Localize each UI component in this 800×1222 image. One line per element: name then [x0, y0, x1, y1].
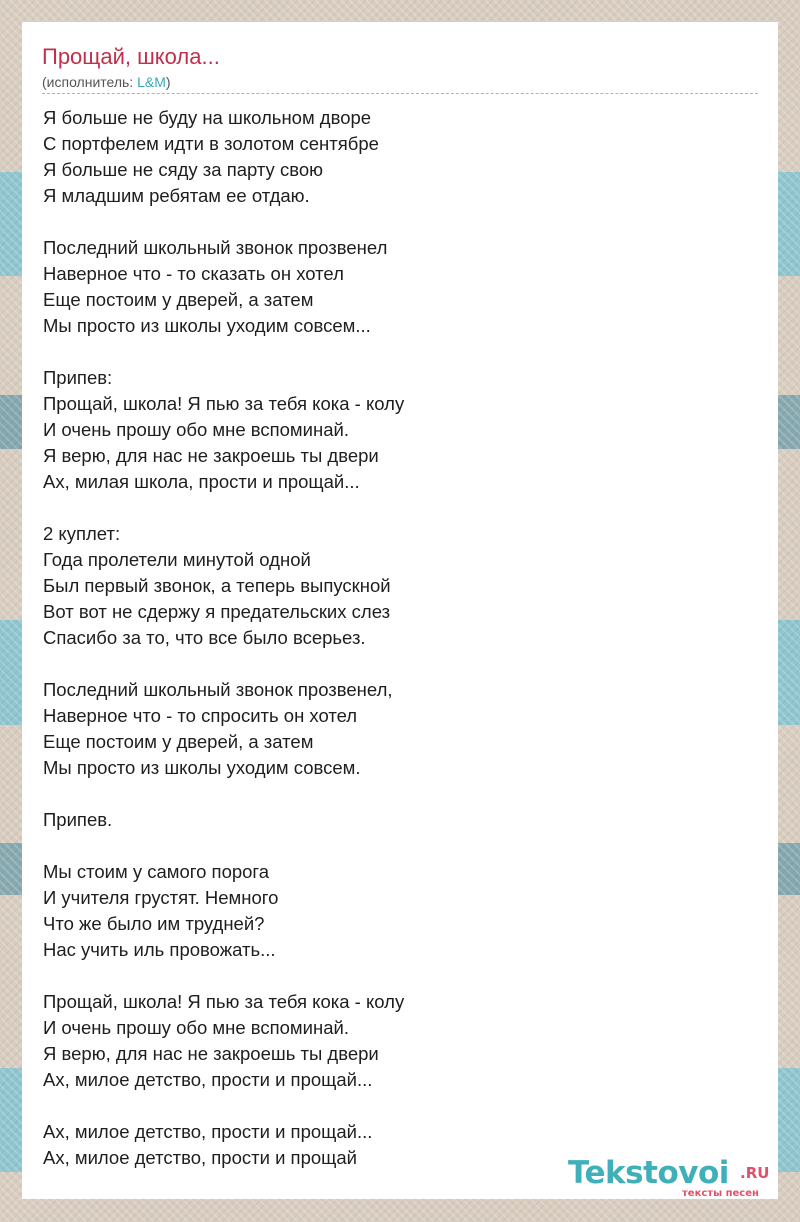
lyric-line: Наверное что - то спросить он хотел: [43, 705, 358, 726]
lyric-line: Ах, милая школа, прости и прощай...: [43, 471, 360, 492]
blank-line: [43, 833, 404, 859]
blank-line: [43, 1093, 404, 1119]
artist-prefix: (исполнитель:: [42, 74, 138, 90]
blank-line: [43, 963, 404, 989]
lyric-line: Ах, милое детство, прости и прощай...: [43, 1069, 373, 1090]
lyrics-card: [22, 22, 778, 1199]
lyric-line: Года пролетели минутой одной: [43, 549, 311, 570]
lyric-line: Был первый звонок, а теперь выпускной: [43, 575, 391, 596]
lyric-line: И очень прошу обо мне вспоминай.: [43, 419, 349, 440]
lyric-line: Спасибо за то, что все было всерьез.: [43, 627, 366, 648]
artist-line: [42, 74, 171, 90]
lyric-line: Прощай, школа! Я пью за тебя кока - колу: [43, 991, 405, 1012]
lyric-line: И учителя грустят. Немного: [43, 887, 279, 908]
lyric-line: Я больше не сяду за парту свою: [43, 159, 323, 180]
blank-line: [43, 781, 404, 807]
blank-line: [43, 339, 404, 365]
lyric-line: Припев.: [43, 809, 113, 830]
lyric-line: Я верю, для нас не закроешь ты двери: [43, 1043, 379, 1064]
lyric-line: Я верю, для нас не закроешь ты двери: [43, 445, 379, 466]
lyric-line: Мы просто из школы уходим совсем.: [43, 757, 361, 778]
lyric-line: С портфелем идти в золотом сентябре: [43, 133, 379, 154]
logo-wordmark: Tekstovoi: [568, 1155, 729, 1191]
lyric-line: Прощай, школа! Я пью за тебя кока - колу: [43, 393, 405, 414]
lyric-line: Еще постоим у дверей, а затем: [43, 731, 314, 752]
lyric-line: И очень прошу обо мне вспоминай.: [43, 1017, 349, 1038]
lyric-line: Последний школьный звонок прозвенел,: [43, 679, 393, 700]
lyrics-text: [43, 105, 404, 1171]
song-title: Прощай, школа...: [42, 44, 220, 69]
lyric-line: Я больше не буду на школьном дворе: [43, 107, 372, 128]
lyric-line: Ах, милое детство, прости и прощай: [43, 1147, 357, 1168]
blank-line: [43, 209, 404, 235]
lyric-line: Последний школьный звонок прозвенел: [43, 237, 388, 258]
lyric-line: Нас учить иль провожать...: [43, 939, 276, 960]
logo-tld: .RU: [740, 1164, 770, 1182]
lyric-line: Припев:: [43, 367, 113, 388]
lyric-line: Вот вот не сдержу я предательских слез: [43, 601, 391, 622]
lyric-line: Я младшим ребятам ее отдаю.: [43, 185, 310, 206]
lyric-line: Мы просто из школы уходим совсем...: [43, 315, 371, 336]
lyric-line: Что же было им трудней?: [43, 913, 265, 934]
lyric-line: Мы стоим у самого порога: [43, 861, 270, 882]
artist-link[interactable]: L&M: [137, 74, 166, 90]
lyric-line: Ах, милое детство, прости и прощай...: [43, 1121, 373, 1142]
lyric-line: Наверное что - то сказать он хотел: [43, 263, 344, 284]
artist-suffix: ): [165, 74, 171, 90]
lyric-line: Еще постоим у дверей, а затем: [43, 289, 314, 310]
lyric-line: 2 куплет:: [43, 523, 121, 544]
blank-line: [43, 651, 404, 677]
logo-tagline: тексты песен: [682, 1188, 759, 1199]
blank-line: [43, 495, 404, 521]
title-divider: [42, 93, 758, 94]
site-logo[interactable]: [568, 1155, 778, 1203]
